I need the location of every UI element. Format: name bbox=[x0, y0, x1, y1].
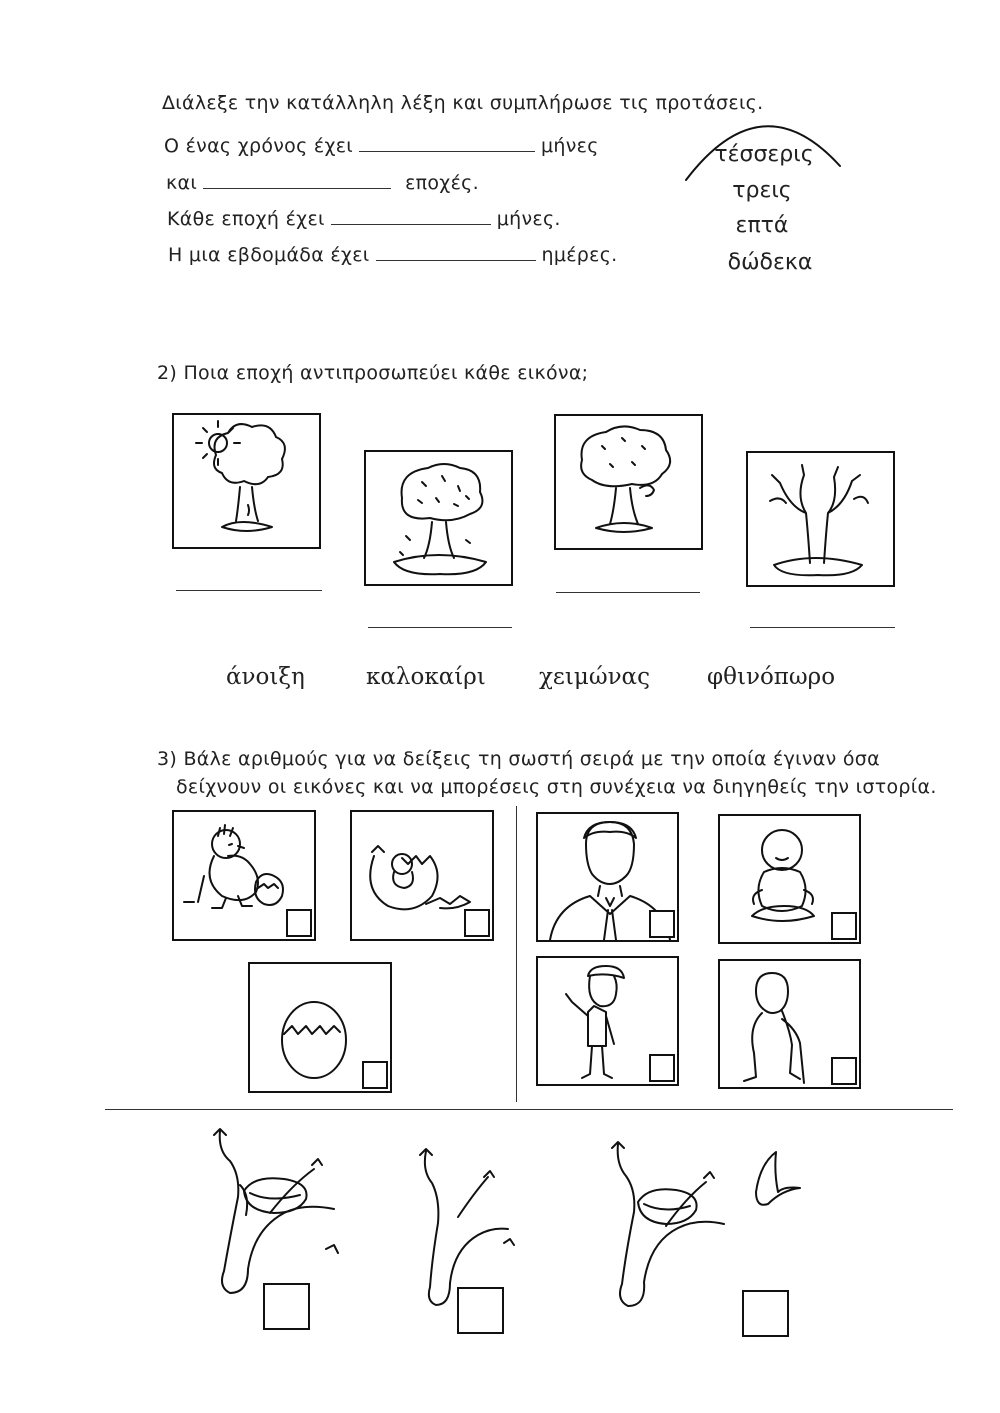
blank-3[interactable] bbox=[331, 206, 491, 225]
answer-line-1[interactable] bbox=[176, 590, 322, 591]
order-box[interactable] bbox=[457, 1287, 504, 1334]
chick-picture bbox=[172, 810, 316, 941]
word-bank-item: τρεις bbox=[732, 178, 792, 203]
sentence-4-start: Η μια εβδομάδα έχει bbox=[168, 244, 370, 266]
section-separator bbox=[105, 1109, 953, 1110]
sentence-2-start: και bbox=[166, 172, 198, 194]
word-bank-item: δώδεκα bbox=[727, 250, 813, 275]
answer-line-3[interactable] bbox=[556, 592, 700, 593]
spring-tree-picture bbox=[554, 414, 703, 550]
hatching-chick-picture bbox=[350, 810, 494, 941]
order-box[interactable] bbox=[286, 909, 312, 937]
sentence-3 bbox=[167, 206, 561, 230]
baby-picture bbox=[718, 814, 861, 944]
answer-line-4[interactable] bbox=[750, 627, 895, 628]
season-word: χειμώνας bbox=[539, 664, 650, 690]
sentence-4 bbox=[168, 242, 618, 266]
exercise2-instruction: 2) Ποια εποχή αντιπροσωπεύει κάθε εικόνα; bbox=[157, 362, 589, 384]
sentence-2-end: εποχές. bbox=[405, 172, 479, 194]
sentence-1 bbox=[164, 133, 599, 157]
exercise3-instruction-line2: δείχνουν οι εικόνες και να μπορέσεις στη συνέχεια να διηγηθείς την ιστορία. bbox=[176, 776, 937, 798]
nest-branch-icon bbox=[200, 1125, 360, 1305]
blank-1[interactable] bbox=[359, 133, 535, 152]
answer-line-2[interactable] bbox=[368, 627, 512, 628]
order-box[interactable] bbox=[649, 1054, 675, 1082]
blank-4[interactable] bbox=[376, 242, 536, 261]
adult-man-picture bbox=[536, 812, 679, 942]
old-man-picture bbox=[718, 959, 861, 1089]
order-box[interactable] bbox=[362, 1061, 388, 1089]
egg-picture bbox=[248, 962, 392, 1093]
sentence-2 bbox=[166, 170, 479, 194]
order-box[interactable] bbox=[464, 909, 490, 937]
winter-tree-icon bbox=[748, 453, 893, 585]
spring-tree-icon bbox=[556, 416, 701, 548]
word-bank-item: τέσσερις bbox=[714, 142, 814, 167]
summer-tree-icon bbox=[174, 415, 319, 547]
season-word: καλοκαίρι bbox=[366, 664, 486, 690]
blank-2[interactable] bbox=[203, 170, 391, 189]
word-bank-item: επτά bbox=[735, 213, 789, 238]
order-box[interactable] bbox=[263, 1283, 310, 1330]
column-divider bbox=[516, 806, 517, 1102]
summer-tree-picture bbox=[172, 413, 321, 549]
sentence-3-end: μήνες. bbox=[496, 208, 561, 230]
autumn-tree-icon bbox=[366, 452, 511, 584]
sentence-3-start: Κάθε εποχή έχει bbox=[167, 208, 325, 230]
winter-tree-picture bbox=[746, 451, 895, 587]
sentence-1-end: μήνες bbox=[541, 135, 599, 157]
autumn-tree-picture bbox=[364, 450, 513, 586]
order-box[interactable] bbox=[649, 910, 675, 938]
exercise1-instruction: Διάλεξε την κατάλληλη λέξη και συμπλήρωσε τις προτάσεις. bbox=[162, 92, 764, 114]
sentence-4-end: ημέρες. bbox=[541, 244, 618, 266]
season-word: φθινόπωρο bbox=[707, 664, 836, 690]
season-word: άνοιξη bbox=[226, 664, 305, 690]
sentence-1-start: Ο ένας χρόνος έχει bbox=[164, 135, 354, 157]
boy-picture bbox=[536, 956, 679, 1086]
order-box[interactable] bbox=[831, 1057, 857, 1085]
order-box[interactable] bbox=[742, 1290, 789, 1337]
order-box[interactable] bbox=[831, 912, 857, 940]
exercise3-instruction-line1: 3) Βάλε αριθμούς για να δείξεις τη σωστή σειρά με την οποία έγιναν όσα bbox=[157, 748, 880, 770]
